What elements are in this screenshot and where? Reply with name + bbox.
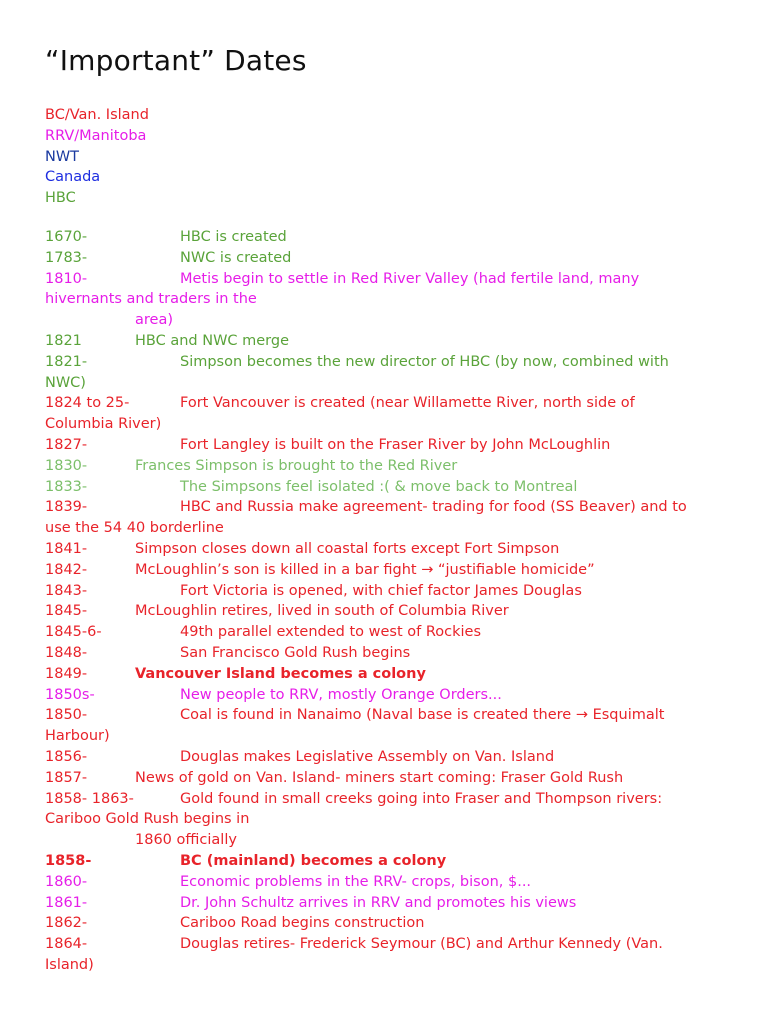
legend-canada: Canada (45, 169, 101, 186)
timeline-entry (45, 851, 735, 872)
entry-text-continued: 1860 officially (135, 832, 237, 849)
timeline-entry (45, 622, 735, 643)
entry-date: 1670- (45, 229, 88, 245)
entry-date: 1783- (45, 249, 88, 266)
entry-date: 1858- (45, 852, 92, 869)
entry-text: 49th parallel extended to west of Rockies (180, 624, 482, 641)
timeline-entry (45, 601, 735, 622)
entry-date: 1862- (45, 915, 88, 932)
entry-text: Fort Langley is built on the Fraser River by John McLoughlin (180, 436, 611, 453)
entry-text: BC (mainland) becomes a colony (180, 852, 447, 869)
timeline-entry (45, 581, 735, 602)
entry-text: Frances Simpson is brought to the Red River (135, 457, 458, 474)
entry-date: 1824 to 25- (45, 395, 130, 412)
entry-text: New people to RRV, mostly Orange Orders... (180, 686, 502, 703)
entry-date: 1849- (45, 665, 88, 682)
entry-text: HBC is created (180, 229, 287, 245)
timeline-entry (45, 539, 735, 560)
entry-text: The Simpsons feel isolated :( & move back to Montreal (180, 478, 578, 495)
entry-text: HBC and Russia make agreement- trading for food (SS Beaver) and to (180, 499, 687, 516)
entry-date: 1856- (45, 748, 88, 765)
timeline-entry (45, 893, 735, 914)
entry-date: 1821 (45, 332, 82, 349)
timeline-entry (45, 435, 735, 456)
entry-text: McLoughlin’s son is killed in a bar fight → “justifiable homicide” (135, 561, 595, 578)
timeline-entry (45, 248, 735, 269)
entry-date: 1850- (45, 707, 88, 724)
timeline-entry (45, 269, 735, 331)
entry-date: 1827- (45, 436, 88, 453)
entry-date: 1842- (45, 561, 88, 578)
entry-text: McLoughlin retires, lived in south of Columbia River (135, 603, 509, 620)
entry-date: 1830- (45, 457, 88, 474)
entry-date: 1833- (45, 478, 88, 495)
timeline-entry (45, 560, 735, 581)
timeline-entry (45, 352, 735, 394)
timeline-entry (45, 393, 735, 435)
timeline-entry (45, 497, 735, 539)
entry-date: 1864- (45, 936, 88, 953)
entry-text: Coal is found in Nanaimo (Naval base is created there → Esquimalt (180, 707, 665, 724)
entry-text: Cariboo Road begins construction (180, 915, 425, 932)
entry-text-continued: NWC) (45, 374, 86, 391)
entry-date: 1839- (45, 499, 88, 516)
timeline-entry (45, 227, 735, 248)
entry-date: 1850s- (45, 686, 95, 703)
legend-rrv: RRV/Manitoba (45, 127, 147, 144)
entry-date: 1841- (45, 540, 88, 557)
entry-date: 1821- (45, 353, 88, 370)
timeline-entry (45, 331, 735, 352)
entry-text: Simpson becomes the new director of HBC (by now, combined with (180, 353, 669, 370)
timeline-entry (45, 685, 735, 706)
timeline-entry (45, 643, 735, 664)
entry-text-continued: hivernants and traders in the (45, 291, 257, 308)
entry-date: 1843- (45, 582, 88, 599)
entry-text-continued: area) (135, 312, 173, 329)
timeline (45, 227, 735, 976)
entry-text-continued: Cariboo Gold Rush begins in (45, 811, 250, 828)
entry-date: 1848- (45, 644, 88, 661)
entry-text: San Francisco Gold Rush begins (180, 644, 411, 661)
entry-text: Dr. John Schultz arrives in RRV and promotes his views (180, 894, 577, 911)
timeline-entry (45, 477, 735, 498)
timeline-entry (45, 664, 735, 685)
entry-text: Gold found in small creeks going into Fraser and Thompson rivers: (180, 790, 663, 807)
entry-text: News of gold on Van. Island- miners start coming: Fraser Gold Rush (135, 769, 624, 786)
entry-text: Fort Victoria is opened, with chief factor James Douglas (180, 582, 582, 599)
timeline-entry (45, 789, 735, 851)
entry-text: Douglas makes Legislative Assembly on Van. Island (180, 748, 555, 765)
entry-text-continued: use the 54 40 borderline (45, 520, 224, 537)
entry-text: Douglas retires- Frederick Seymour (BC) and Arthur Kennedy (Van. (180, 936, 663, 953)
timeline-entry (45, 872, 735, 893)
entry-text-continued: Columbia River) (45, 416, 162, 433)
timeline-entry (45, 768, 735, 789)
entry-date: 1845-6- (45, 624, 102, 641)
entry-text: Vancouver Island becomes a colony (135, 665, 426, 682)
color-legend (45, 105, 725, 209)
entry-date: 1858- 1863- (45, 790, 134, 807)
entry-text: NWC is created (180, 249, 292, 266)
entry-text: Metis begin to settle in Red River Valley (had fertile land, many (180, 270, 640, 287)
timeline-entry (45, 456, 735, 477)
legend-nwt: NWT (45, 148, 80, 165)
entry-text: HBC and NWC merge (135, 332, 290, 349)
legend-bc: BC/Van. Island (45, 107, 149, 123)
entry-date: 1810- (45, 270, 88, 287)
timeline-entry (45, 747, 735, 768)
page-title: “Important” Dates (45, 44, 307, 77)
timeline-entry (45, 705, 735, 747)
entry-text: Economic problems in the RRV- crops, bison, $... (180, 873, 532, 890)
entry-date: 1861- (45, 894, 88, 911)
entry-date: 1860- (45, 873, 88, 890)
entry-text: Fort Vancouver is created (near Willamette River, north side of (180, 395, 635, 412)
entry-text-continued: Island) (45, 956, 94, 973)
timeline-entry (45, 913, 735, 934)
entry-date: 1857- (45, 769, 88, 786)
timeline-entry (45, 934, 735, 976)
entry-date: 1845- (45, 603, 88, 620)
entry-text-continued: Harbour) (45, 728, 110, 745)
legend-hbc: HBC (45, 190, 76, 207)
entry-text: Simpson closes down all coastal forts except Fort Simpson (135, 540, 560, 557)
